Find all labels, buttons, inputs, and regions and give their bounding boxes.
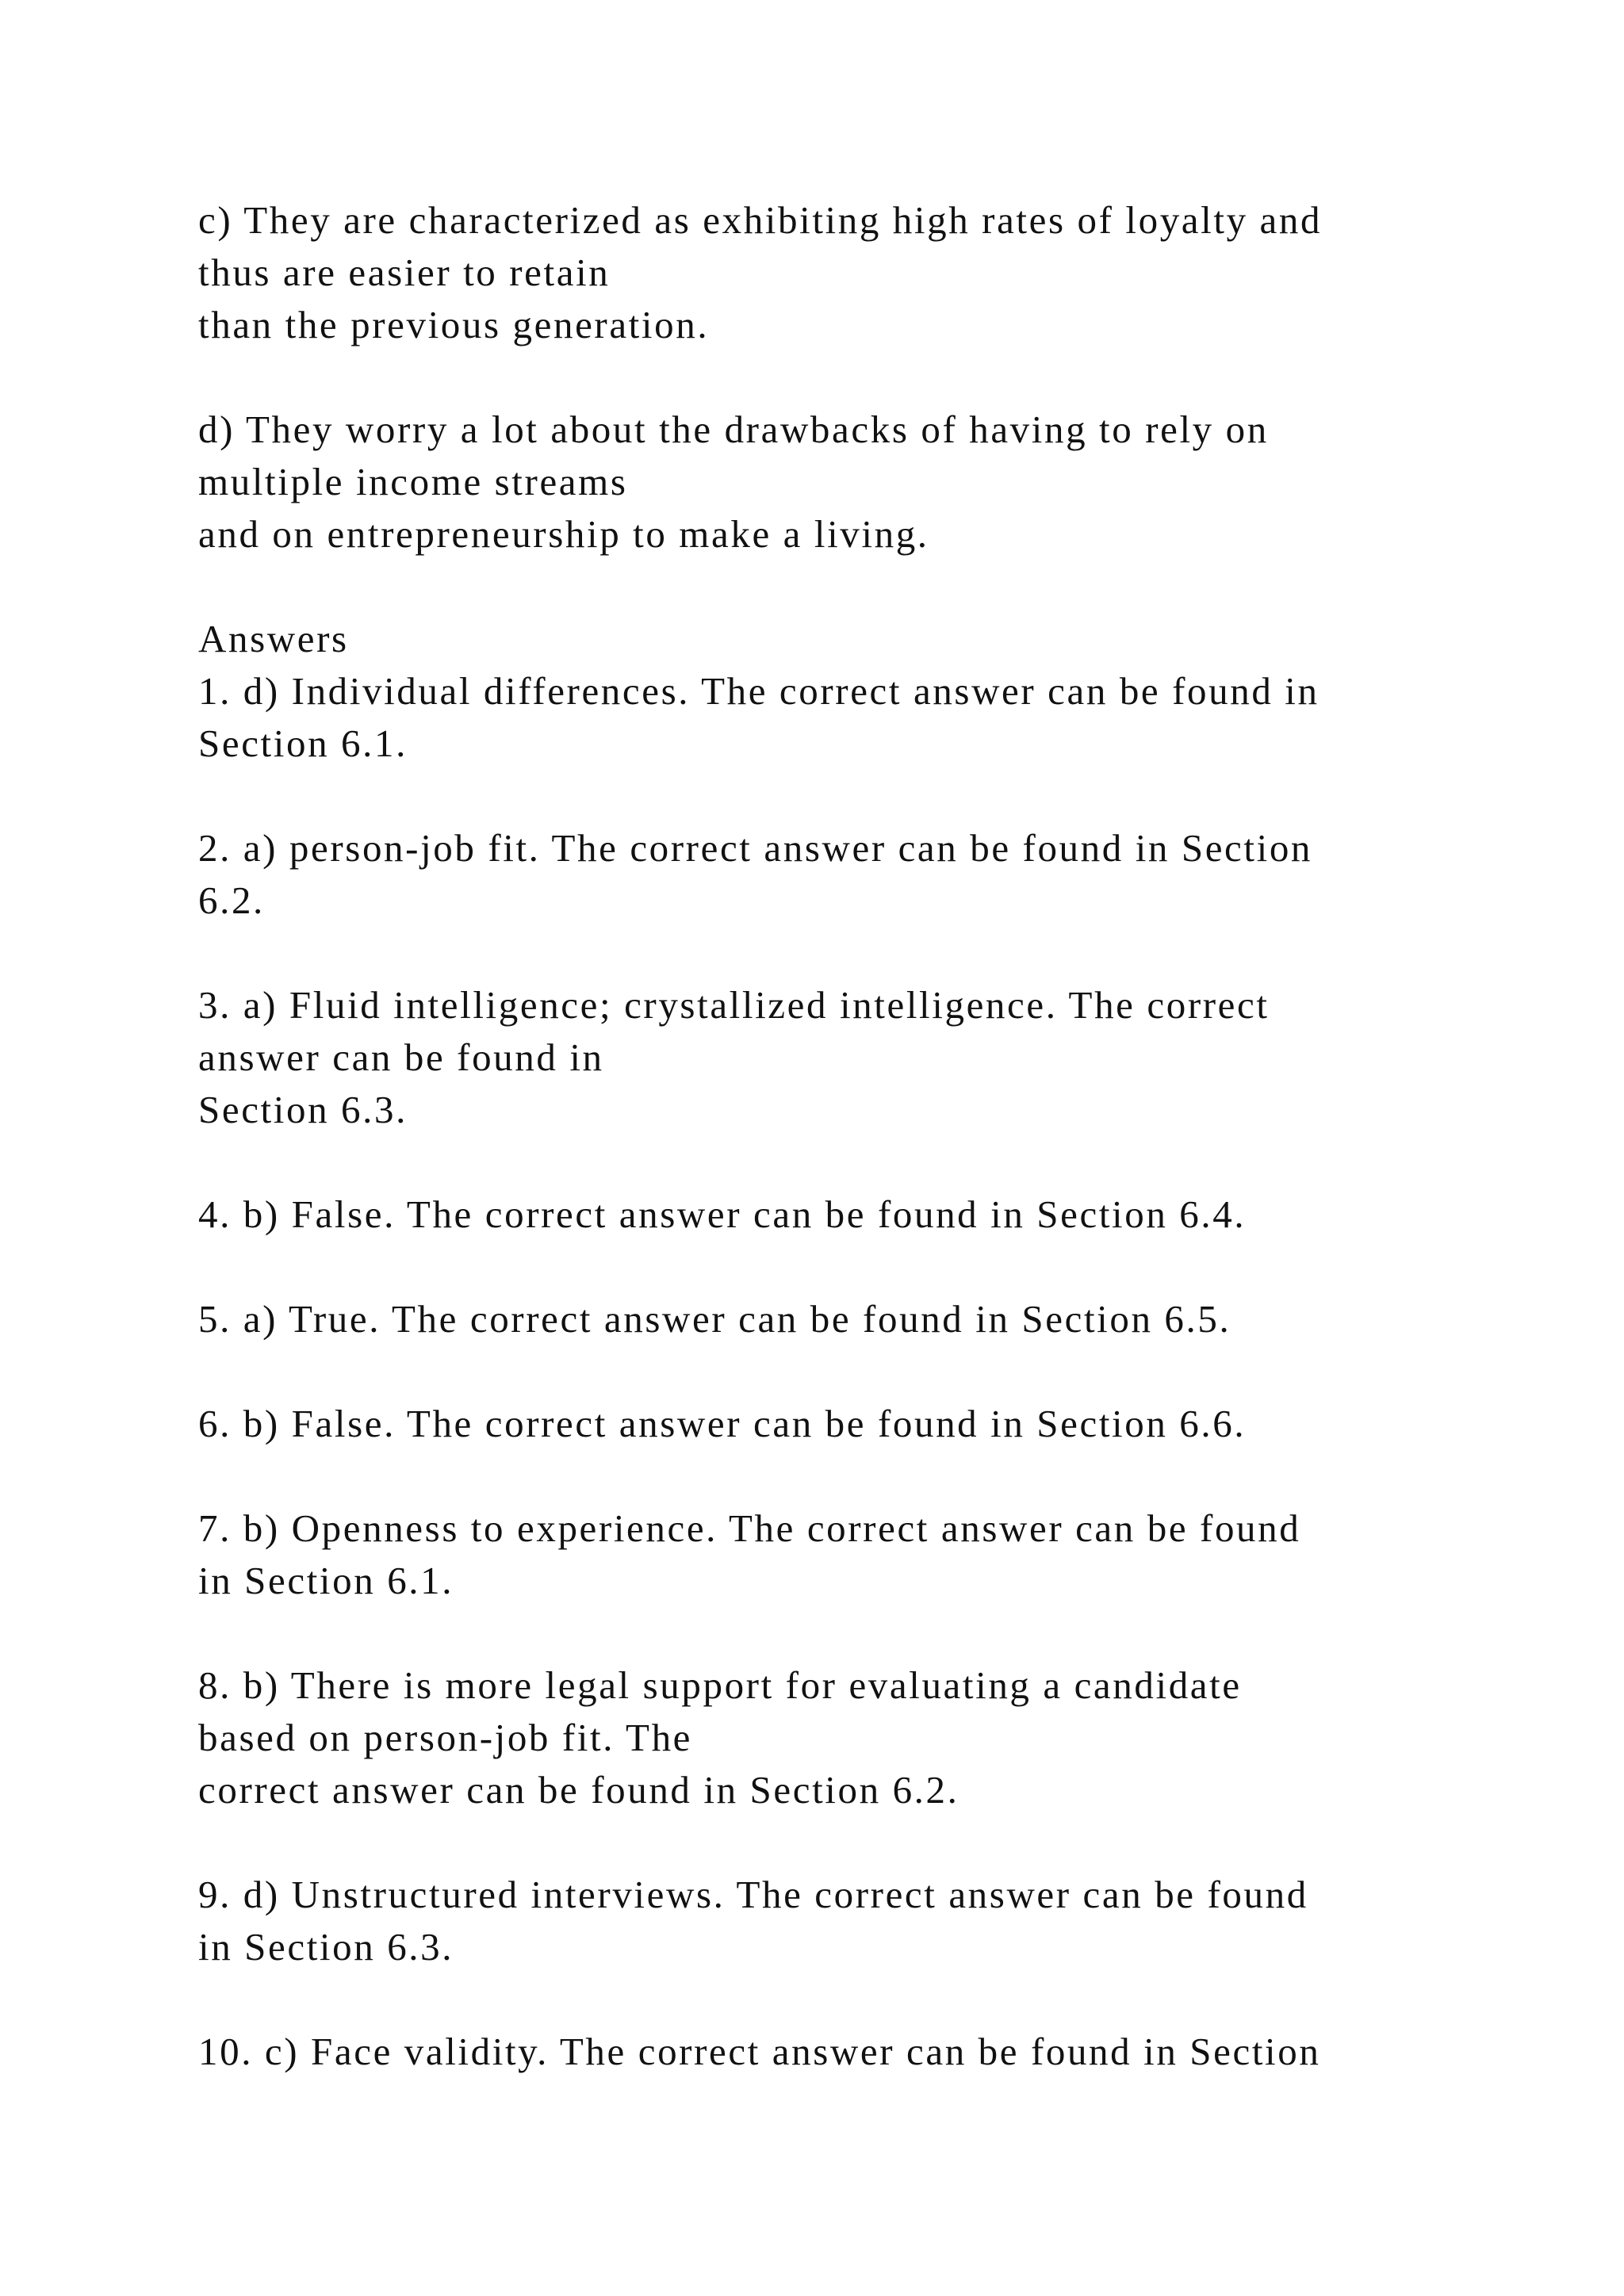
text-line: correct answer can be found in Section 6.2. xyxy=(198,1768,959,1812)
text-line: c) They are characterized as exhibiting high rates of loyalty and xyxy=(198,198,1323,242)
text-line: 8. b) There is more legal support for evaluating a candidate xyxy=(198,1663,1242,1707)
text-line: in Section 6.3. xyxy=(198,1925,454,1969)
text-line: 7. b) Openness to experience. The correct answer can be found xyxy=(198,1506,1301,1550)
answer-6 xyxy=(198,1398,1499,1450)
text-line: d) They worry a lot about the drawbacks of having to rely on xyxy=(198,408,1269,451)
text-line: answer can be found in xyxy=(198,1035,604,1079)
answer-5 xyxy=(198,1293,1499,1345)
answer-10 xyxy=(198,2026,1499,2078)
text-line: 6.2. xyxy=(198,878,265,922)
document-body xyxy=(198,194,1499,2078)
answer-7 xyxy=(198,1502,1499,1607)
text-line: 6. b) False. The correct answer can be found in Section 6.6. xyxy=(198,1402,1247,1445)
text-line: 5. a) True. The correct answer can be found in Section 6.5. xyxy=(198,1297,1231,1341)
text-line: thus are easier to retain xyxy=(198,251,611,294)
text-line: than the previous generation. xyxy=(198,303,710,346)
text-line: Section 6.1. xyxy=(198,721,408,765)
answer-4 xyxy=(198,1188,1499,1241)
text-line: in Section 6.1. xyxy=(198,1559,454,1602)
answer-2 xyxy=(198,822,1499,927)
option-c-paragraph xyxy=(198,194,1499,351)
text-line: 10. c) Face validity. The correct answer can be found in Section xyxy=(198,2030,1321,2073)
text-line: multiple income streams xyxy=(198,460,628,503)
option-d-paragraph xyxy=(198,404,1499,561)
text-line: Section 6.3. xyxy=(198,1088,408,1131)
answer-9 xyxy=(198,1869,1499,1973)
answer-8 xyxy=(198,1659,1499,1816)
answers-heading-and-answer-1 xyxy=(198,613,1499,770)
text-line: 3. a) Fluid intelligence; crystallized intelligence. The correct xyxy=(198,983,1270,1027)
text-line: 2. a) person-job fit. The correct answer can be found in Section xyxy=(198,826,1313,870)
text-line: and on entrepreneurship to make a living. xyxy=(198,512,929,556)
answer-3 xyxy=(198,979,1499,1136)
text-line: 4. b) False. The correct answer can be found in Section 6.4. xyxy=(198,1192,1247,1236)
answers-heading: Answers xyxy=(198,617,349,660)
text-line: 1. d) Individual differences. The correct answer can be found in xyxy=(198,669,1320,713)
text-line: 9. d) Unstructured interviews. The correct answer can be found xyxy=(198,1873,1308,1916)
text-line: based on person-job fit. The xyxy=(198,1716,693,1759)
